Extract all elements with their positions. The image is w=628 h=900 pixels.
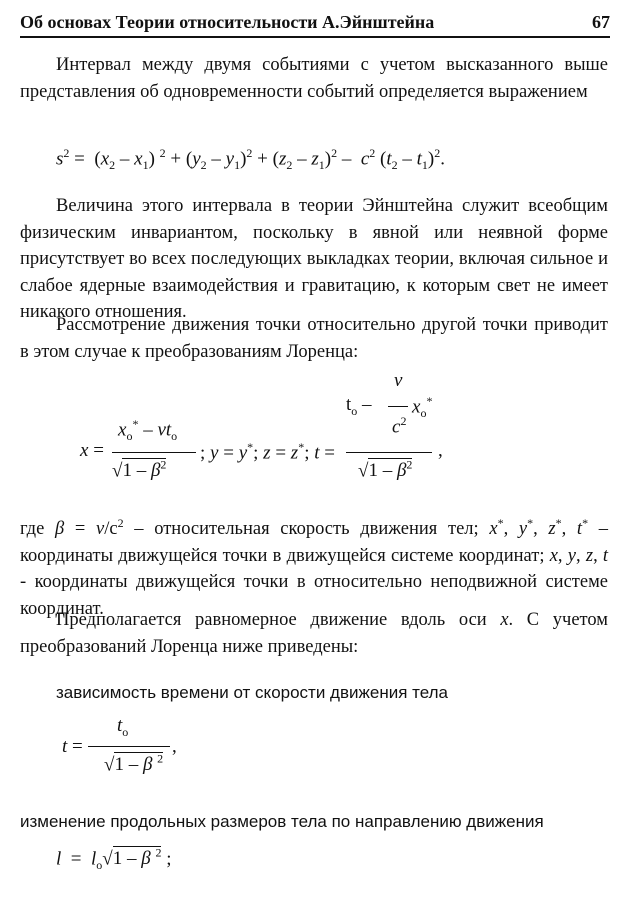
equation-length-contraction: $l = l_o√1 - \beta$ $^2$ ; <box>56 846 172 873</box>
definitions-rest: - координаты движущейся точки в относительно неподвижной системе координат. <box>20 572 608 619</box>
page-number: 67 <box>592 12 610 32</box>
equation-interval: $s^2 = (x_2 - x_1) ^2 + (y_2 - y_1)^2 + (z_2 - z_1)^2 - c^2$ $(t_2 - t_1)^2$. <box>56 146 445 173</box>
label-time-dependence: зависимость времени от скорости движения тела <box>56 683 449 702</box>
header-title: Об основах Теории относительности А.Эйнштейна <box>20 12 435 32</box>
paragraph-interval-intro: Интервал между двумя событиями с учетом высказанного выше представления об одновременности событий определяется выражением <box>20 55 608 102</box>
paragraph-definitions: где $\beta = v/c^2$ – относительная скорость движения тел; x*, y*, z*, t* – координаты движущейся точки в движущейся системе координат; x, y, z, t - координаты движущейся точки в относительно неподвижной системе координат. <box>20 516 609 619</box>
definitions-moving: – координаты движущейся точки в движущейся системе координат; <box>20 519 608 566</box>
paragraph-lorentz-intro: Рассмотрение движения точки относительно другой точки приводит в этом случае к преобразованиям Лоренца: <box>20 315 608 362</box>
running-header <box>20 10 610 38</box>
paragraph-uniform-motion: Предполагается равномерное движение вдоль оси x. С учетом преобразований Лоренца ниже приведены: <box>20 610 608 657</box>
label-length-contraction: изменение продольных размеров тела по направлению движения <box>20 812 544 831</box>
paragraph-invariant: Величина этого интервала в теории Эйнштейна служит всеобщим физическим инвариантом, поскольку в явной или неявной форме присутствует во всех последующих выкладках теории, включая сильное и слабое ядерные взаимодействия и гравитацию, к которым свет не имеет никакого отношения. <box>20 196 608 322</box>
definitions-beta: – относительная скорость движения тел; <box>134 519 479 540</box>
document-page: Об основах Теории относительности А.Эйнштейна 67 Интервал между двумя событиями с учетом высказанного выше представления об одновременности событий определяется выражением $s^2 = (x_2 - x_1) ^2 + (y_2 - y_1)^2 + (z_2 - z_1)^2 - c^2$ $(t_2 - t_1)^2$. Величина этого интервала в теории Эйнштейна служит всеобщим физическим инвариантом, поскольку в явной или неявной форме присутствует во всех последующих выкладках теории, включая сильное и слабое ядерные взаимодействия и гравитацию, к которым свет не имеет никакого отношения. Рассмотрение движения точки относительно другой точки приводит в этом случае к преобразованиям Лоренца: x = $x_o^* - vt_o$ $√1 - \beta^2$ ; y = y*; z = z*; t = v $t_o$ – $x_o^*$ $c^2$ $√1 - \beta^2$ , где $\beta = v/c^2$ – относительная скорость движения тел; x*, y*, z*, t* – координаты движущейся точки в движущейся системе координат; x, y, z, t - координаты движущейся точки в относительно неподвижной системе координат. Предполагается равномерное движение вдоль оси x. С учетом преобразований Лоренца ниже приведены: зависимость времени от скорости движения тела t = $t_o$ √1 – β $^2$ , изменение продольных размеров тела по направлению движения $l = l_o√1 - \beta$ $^2$ ; <box>20 12 610 873</box>
definitions-where: где <box>20 519 45 540</box>
